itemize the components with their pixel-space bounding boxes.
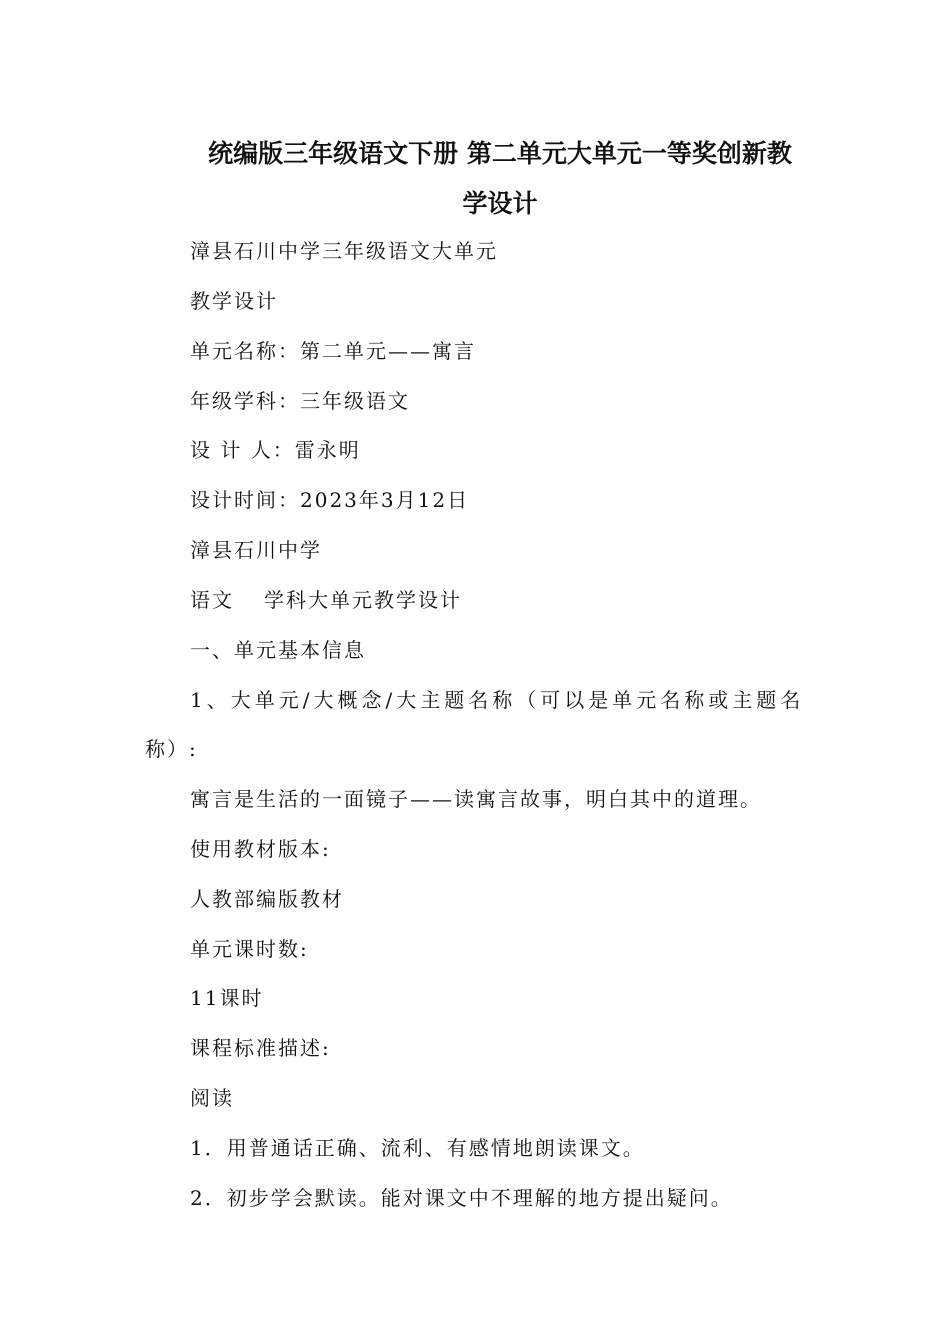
section-heading-1: 一、单元基本信息	[190, 638, 366, 662]
unit-name-line: 单元名称：第二单元——寓言	[190, 339, 476, 363]
reading-item-1: 1．用普通话正确、流利、有感情地朗读课文。	[190, 1136, 645, 1160]
unit-theme: 寓言是生活的一面镜子——读寓言故事，明白其中的道理。	[190, 787, 762, 811]
reading-label: 阅读	[190, 1086, 234, 1110]
document-title-line2: 学设计	[462, 189, 538, 218]
designer-line: 设 计 人：雷永明	[190, 438, 361, 462]
standard-label: 课程标准描述:	[190, 1036, 331, 1060]
school-name-line: 漳县石川中学	[190, 538, 322, 562]
hours-label: 单元课时数:	[190, 937, 309, 961]
item-1-line1: 1、大单元/大概念/大主题名称（可以是单元名称或主题名	[190, 688, 805, 712]
textbook-label: 使用教材版本:	[190, 837, 331, 861]
document-title-line1: 统编版三年级语文下册 第二单元大单元一等奖创新教	[208, 139, 792, 168]
subject-rest: 学科大单元教学设计	[264, 588, 462, 612]
school-unit-line: 漳县石川中学三年级语文大单元	[190, 239, 498, 263]
item-1-line2: 称）:	[145, 737, 198, 761]
hours-value: 11课时	[190, 986, 264, 1010]
grade-subject-line: 年级学科：三年级语文	[190, 389, 410, 413]
teaching-design-line: 教学设计	[190, 289, 278, 313]
design-time-line: 设计时间：2023年3月12日	[190, 488, 470, 512]
subject-label: 语文	[190, 588, 234, 612]
textbook-value: 人教部编版教材	[190, 887, 344, 911]
subject-design-line	[190, 586, 462, 614]
reading-item-2: 2．初步学会默读。能对课文中不理解的地方提出疑问。	[190, 1186, 733, 1210]
